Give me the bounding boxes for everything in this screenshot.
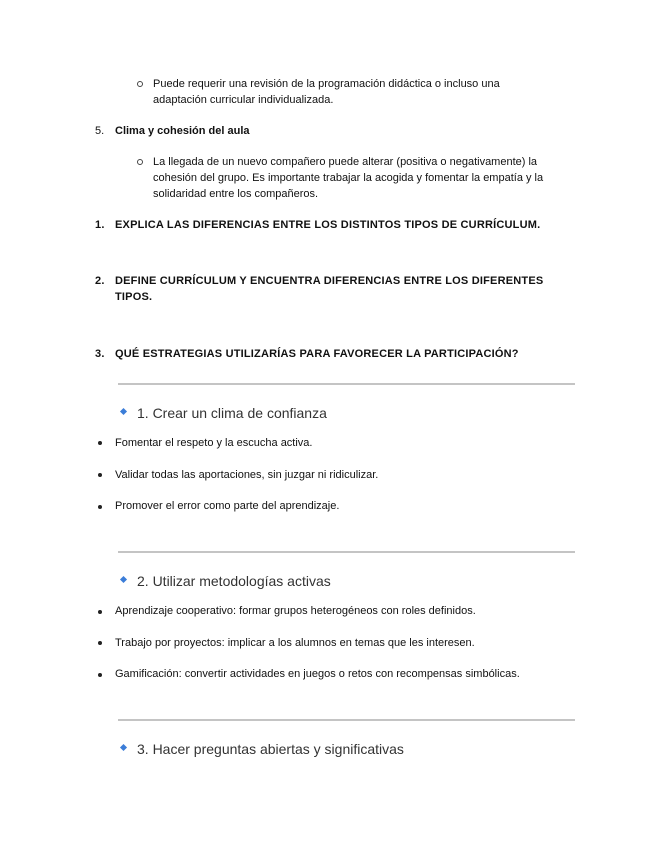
list-item: Promover el error como parte del aprendizaje. <box>115 500 340 512</box>
dot-bullet-icon <box>98 473 102 477</box>
list-item: Gamificación: convertir actividades en juegos o retos con recompensas simbólicas. <box>115 668 520 680</box>
horizontal-rule <box>118 383 575 385</box>
section-heading: 3. Hacer preguntas abiertas y significativas <box>137 741 404 757</box>
diamond-bullet-icon <box>120 408 127 415</box>
dot-bullet-icon <box>98 505 102 509</box>
circle-bullet-icon <box>137 159 143 165</box>
list-item: Validar todas las aportaciones, sin juzgar ni ridiculizar. <box>115 469 379 481</box>
list-item: Trabajo por proyectos: implicar a los alumnos en temas que les interesen. <box>115 637 475 649</box>
diamond-bullet-icon <box>120 744 127 751</box>
dot-bullet-icon <box>98 641 102 645</box>
section-heading: 1. Crear un clima de confianza <box>137 405 327 421</box>
question-number: 2. <box>95 275 105 287</box>
horizontal-rule <box>118 719 575 721</box>
list-item: Aprendizaje cooperativo: formar grupos heterogéneos con roles definidos. <box>115 605 476 617</box>
sub-bullet-text: La llegada de un nuevo compañero puede alterar (positiva o negativamente) la cohesión del grupo. Es importante trabajar la acogida y fomentar la empatía y la solidaridad entre los compañeros. <box>153 156 544 200</box>
sub-bullet-text: Puede requerir una revisión de la programación didáctica o incluso una adaptación curricular individualizada. <box>153 78 500 106</box>
circle-bullet-icon <box>137 81 143 87</box>
section-heading: 2. Utilizar metodologías activas <box>137 573 331 589</box>
dot-bullet-icon <box>98 441 102 445</box>
question-number: 3. <box>95 348 105 360</box>
list-number: 5. <box>95 125 105 137</box>
item-title: Clima y cohesión del aula <box>115 125 250 137</box>
question-number: 1. <box>95 219 105 231</box>
horizontal-rule <box>118 551 575 553</box>
list-item: Fomentar el respeto y la escucha activa. <box>115 437 313 449</box>
dot-bullet-icon <box>98 610 102 614</box>
question-text: QUÉ ESTRATEGIAS UTILIZARÍAS PARA FAVORECER LA PARTICIPACIÓN? <box>115 348 519 360</box>
diamond-bullet-icon <box>120 576 127 583</box>
question-text: DEFINE CURRÍCULUM Y ENCUENTRA DIFERENCIAS ENTRE LOS DIFERENTES TIPOS. <box>115 275 544 303</box>
question-text: EXPLICA LAS DIFERENCIAS ENTRE LOS DISTINTOS TIPOS DE CURRÍCULUM. <box>115 219 541 231</box>
dot-bullet-icon <box>98 673 102 677</box>
